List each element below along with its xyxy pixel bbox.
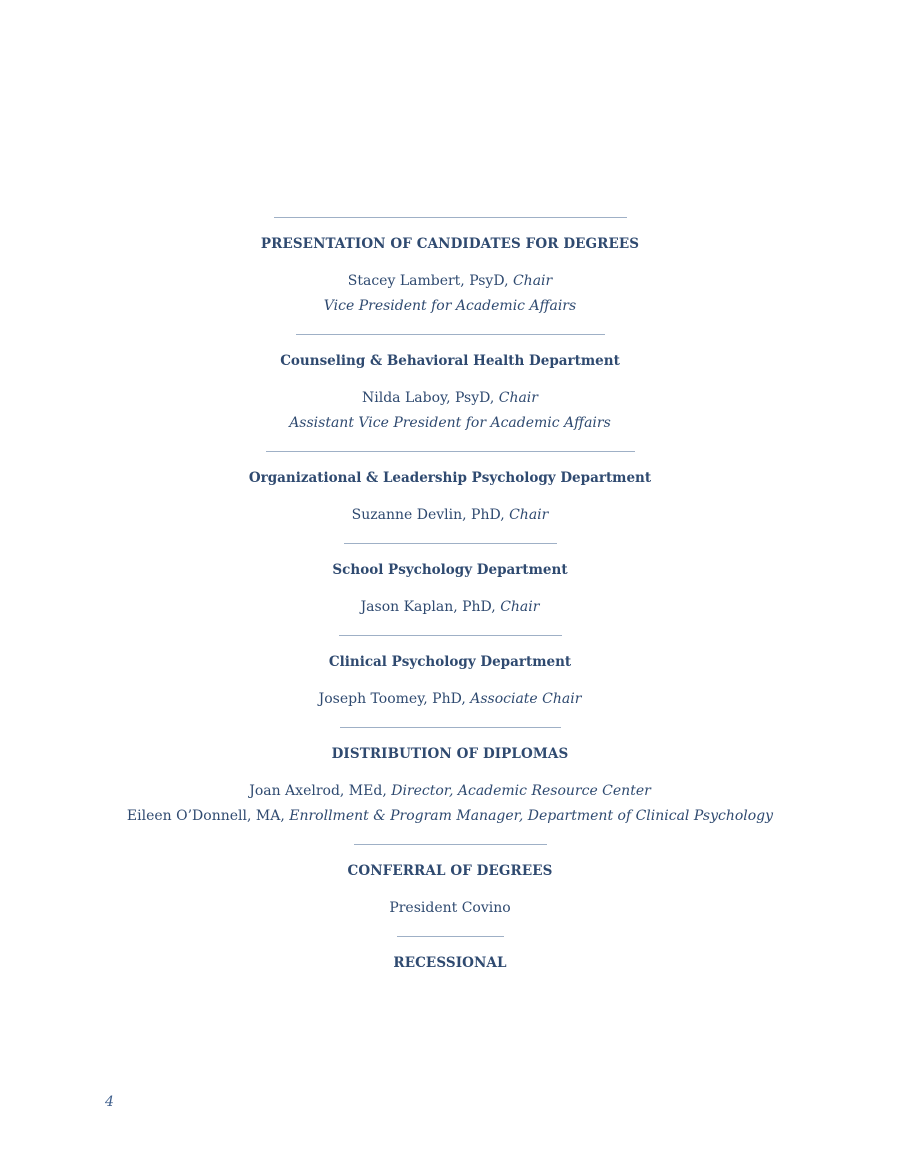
section-divider (397, 936, 504, 937)
person-name: Joseph Toomey, PhD, (318, 691, 471, 707)
person-name: Suzanne Devlin, PhD, (351, 507, 510, 523)
section-heading: Organizational & Leadership Psychology Department (248, 470, 652, 486)
person-name: Joan Axelrod, MEd, (249, 783, 392, 799)
section-names (0, 595, 900, 620)
person-role: Chair (500, 599, 540, 615)
section-heading: PRESENTATION OF CANDIDATES FOR DEGREES (260, 236, 640, 252)
section-heading: RECESSIONAL (393, 955, 507, 971)
person-role: Associate Chair (470, 691, 582, 707)
section-divider (266, 451, 635, 452)
person-role: Chair (498, 390, 538, 406)
section-names (0, 896, 900, 921)
section-names (0, 503, 900, 528)
person-name: Stacey Lambert, PsyD, (347, 273, 513, 289)
name-line (0, 595, 900, 620)
section-divider (339, 635, 562, 636)
name-line (0, 804, 900, 829)
role-line: Assistant Vice President for Academic Affairs (289, 415, 611, 431)
person-name: Jason Kaplan, PhD, (360, 599, 501, 615)
person-role: Enrollment & Program Manager, Department of Clinical Psychology (289, 808, 774, 824)
section-names (0, 687, 900, 712)
name-line (0, 687, 900, 712)
section-divider (354, 844, 547, 845)
name-line (0, 269, 900, 294)
section-names (0, 269, 900, 319)
page-number: 4 (105, 1094, 114, 1110)
section-divider (344, 543, 557, 544)
person-name: President Covino (389, 900, 511, 916)
person-name: Nilda Laboy, PsyD, (362, 390, 499, 406)
section-heading: Counseling & Behavioral Health Department (280, 353, 620, 369)
ceremony-program (0, 217, 900, 971)
person-role: Chair (512, 273, 553, 289)
section-divider (274, 217, 627, 218)
section-heading: CONFERRAL OF DEGREES (347, 863, 553, 879)
section-heading: Clinical Psychology Department (328, 654, 572, 670)
person-role: Director, Academic Resource Center (391, 783, 651, 799)
name-line (0, 779, 900, 804)
name-line (0, 503, 900, 528)
section-heading: School Psychology Department (332, 562, 568, 578)
section-names (0, 386, 900, 436)
name-line (0, 386, 900, 411)
person-name: Eileen O’Donnell, MA, (126, 808, 290, 824)
person-role: Chair (509, 507, 549, 523)
section-divider (296, 334, 605, 335)
section-divider (340, 727, 561, 728)
name-line (0, 896, 900, 921)
section-names (0, 779, 900, 829)
role-line: Vice President for Academic Affairs (323, 298, 577, 314)
section-heading: DISTRIBUTION OF DIPLOMAS (331, 746, 569, 762)
